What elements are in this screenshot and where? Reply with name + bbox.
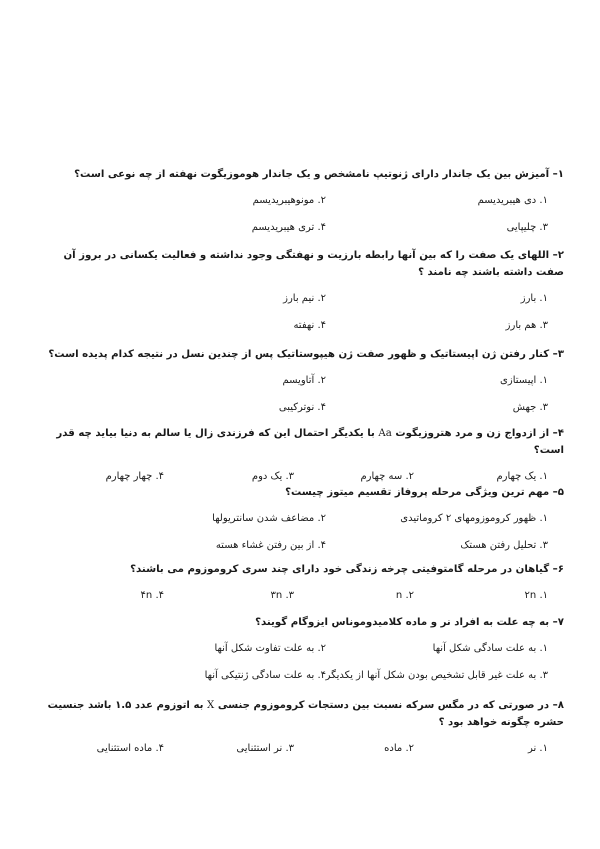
option-4: ۴. تری هیبریدیسم (251, 222, 326, 233)
options-row (32, 513, 564, 531)
option-4: ۴. نهفته (293, 320, 326, 331)
question-text: ۵– مهم ترین ویژگی مرحله پروفاز تقسیم میتوز چیست؟ (285, 487, 564, 498)
option-1: ۱. اپیستازی (500, 375, 548, 386)
question-8 (32, 697, 564, 761)
option-1: ۱. دی هیبریدیسم (477, 195, 548, 206)
question-2 (32, 247, 564, 338)
options-row (32, 540, 564, 558)
options-row (32, 743, 564, 761)
question-text: ۱– آمیزش بین یک جاندار دارای ژنوتیپ نامشخص و یک جاندار هوموزیگوت نهفته از چه نوعی است؟ (74, 169, 564, 180)
option-2: ۲. مضاعف شدن سانتریولها (212, 513, 326, 524)
option-4: ۴. نوترکیبی (278, 402, 326, 413)
options-row (32, 670, 564, 688)
question-7 (32, 614, 564, 688)
question-3 (32, 346, 564, 420)
option-3: ۳. نر استثنایی (236, 743, 294, 754)
option-3: ۳. به علت غیر قابل تشخیص بودن شکل آنها از یکدیگر (325, 670, 548, 681)
question-5 (32, 484, 564, 558)
options-row (32, 375, 564, 393)
question-6 (32, 561, 564, 608)
question-text: ۳– کنار رفتن ژن اپیستاتیک و ظهور صفت ژن هیپوستاتیک پس از چندین نسل در نتیجه کدام پدیده است؟ (48, 349, 564, 360)
options-row (32, 195, 564, 213)
option-2: ۲. n (395, 590, 414, 601)
question-text: ۷– به چه علت به افراد نر و ماده کلامیدوموناس ایزوگام گویند؟ (255, 617, 564, 628)
option-1: ۱. ۲n (524, 590, 548, 601)
question-text (32, 425, 564, 459)
option-2: ۲. به علت تفاوت شکل آنها (214, 643, 326, 654)
option-1: ۱. به علت سادگی شکل آنها (432, 643, 548, 654)
option-1: ۱. یک چهارم (496, 471, 548, 482)
option-1: ۱. بارز (520, 293, 548, 304)
option-4: ۴. چهار چهارم (105, 471, 164, 482)
option-3: ۳. چلیپایی (506, 222, 548, 233)
chromosome-label: X (207, 700, 215, 711)
question-text-start: ۴– از ازدواج زن و مرد هتروزیگوت (395, 428, 564, 439)
option-2: ۲. نیم بارز (283, 293, 326, 304)
option-3: ۳. تحلیل رفتن هستک (460, 540, 548, 551)
option-2: ۲. مونوهیبریدیسم (252, 195, 326, 206)
question-text-end: با یکدیگر احتمال این که فرزندی زال یا سالم به دنیا بیاید چه قدر است؟ (56, 428, 564, 456)
option-3: ۳. هم بارز (505, 320, 548, 331)
genotype-label: Aa (378, 428, 392, 439)
options-row (32, 320, 564, 338)
option-1: ۱. ظهور کروموزومهای ۲ کروماتیدی (400, 513, 548, 524)
question-text-end: به اتوزوم عدد ۱.۵ باشد جنسیت حشره چگونه خواهد بود ؟ (47, 700, 564, 728)
options-row (32, 643, 564, 661)
option-2: ۲. آتاویسم (282, 375, 326, 386)
option-4: ۴. ماده استثنایی (96, 743, 164, 754)
option-3: ۳. ۳n (270, 590, 294, 601)
option-4: ۴. به علت سادگی ژنتیکی آنها (204, 670, 326, 681)
option-4: ۴. ۴n (140, 590, 164, 601)
options-row (32, 293, 564, 311)
options-row (32, 590, 564, 608)
question-text: ۲– اللهای یک صفت را که بین آنها رابطه بارزیت و نهفتگی وجود نداشته و فعالیت یکسانی در بروز آن صفت داشته باشند چه نامند ؟ (63, 250, 564, 278)
options-row (32, 222, 564, 240)
question-text (32, 697, 564, 731)
option-1: ۱. نر (527, 743, 548, 754)
option-3: ۳. جهش (512, 402, 548, 413)
question-4 (32, 425, 564, 489)
question-text: ۶– گیاهان در مرحله گامتوفیتی چرخه زندگی خود دارای چند سری کروموزوم می باشند؟ (130, 564, 564, 575)
question-text-start: ۸– در صورتی که در مگس سرکه نسبت بین دستجات کروموزوم جنسی (217, 700, 564, 711)
option-4: ۴. از بین رفتن غشاء هسته (215, 540, 326, 551)
question-1 (32, 166, 564, 240)
option-2: ۲. ماده (384, 743, 414, 754)
options-row (32, 402, 564, 420)
option-2: ۲. سه چهارم (360, 471, 414, 482)
option-3: ۳. یک دوم (251, 471, 294, 482)
